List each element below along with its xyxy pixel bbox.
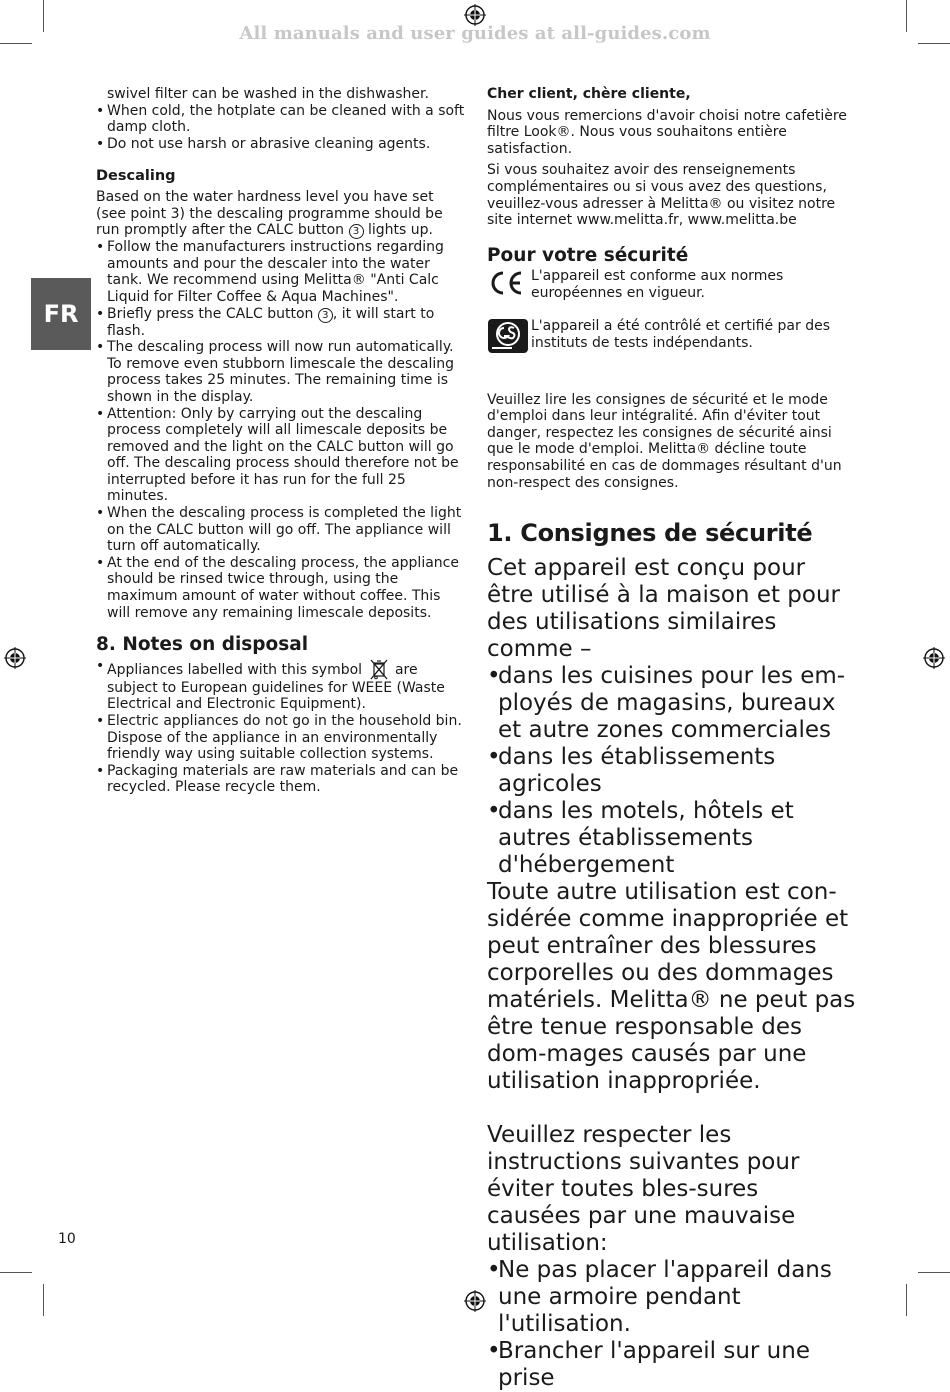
descaling-intro: Based on the water hardness level you have set (see point 3) the descaling programme should be run promptly after the CALC button 3 lights up. xyxy=(96,188,443,239)
read-instructions-paragraph: Veuillez lire les consignes de sécurité et le mode d'emploi dans leur intégralité. Afin d'éviter tout danger, respectez les consignes de sécurité ainsi que le mode d'emploi. Melitta® décline toute responsabilité en cas de dommages résultant d'un non-respect des consignes. xyxy=(487,391,842,491)
list-item: • dans les cuisines pour les em-ployés de magasins, bureaux et autre zones commerciales xyxy=(487,663,857,744)
crossed-bin-icon xyxy=(369,658,389,680)
list-item: • At the end of the descaling process, the appliance should be rinsed twice through, using the maximum amount of water without coffee. This will remove any remaining limescale deposits. xyxy=(96,555,466,621)
crop-mark xyxy=(43,1284,44,1316)
safety-heading: Pour votre sécurité xyxy=(487,244,689,266)
crop-mark xyxy=(0,1272,32,1273)
language-tab: FR xyxy=(31,278,91,350)
large-text-block xyxy=(487,555,857,1392)
list-item: • Electric appliances do not go in the household bin. Dispose of the appliance in an environmentally friendly way using suitable collection systems. xyxy=(96,713,466,763)
list-item: • dans les motels, hôtels et autres établissements d'hébergement xyxy=(487,798,857,879)
gs-mark-icon xyxy=(487,318,529,354)
gs-notice xyxy=(487,318,857,359)
list-item: • Brancher l'appareil sur une prise xyxy=(487,1338,857,1392)
list-item: • Briefly press the CALC button 3 , it will start to flash. xyxy=(96,306,466,340)
gs-text: L'appareil a été contrôlé et certifié par des instituts de tests indépendants. xyxy=(531,317,831,351)
list-item: • Follow the manufacturers instructions regarding amounts and pour the descaler into the water tank. We recommend using Melitta® "Anti Calc Liquid for Filter Coffee & Aqua Machines". xyxy=(96,239,466,305)
section-1-heading: 1. Consignes de sécurité xyxy=(487,519,813,548)
ce-notice xyxy=(487,268,857,303)
circled-number: 3 xyxy=(318,308,333,323)
list-item: • Attention: Only by carrying out the descaling process completely will all limescale deposits be removed and the light on the CALC button will go off. The descaling process should therefore not be interrupted before it has run for the full 25 minutes. xyxy=(96,406,466,506)
registration-mark-icon xyxy=(464,1290,486,1312)
thanks-paragraph: Nous vous remercions d'avoir choisi notre cafetière filtre Look®. Nous vous souhaitons entière satisfaction. xyxy=(487,107,847,157)
list-item: • When cold, the hotplate can be cleaned with a soft damp cloth. xyxy=(96,103,466,136)
left-column xyxy=(96,86,466,796)
list-item: • Do not use harsh or abrasive cleaning agents. xyxy=(96,136,466,153)
page-number: 10 xyxy=(58,1231,76,1247)
ce-text: L'appareil est conforme aux normes européennes en vigueur. xyxy=(531,268,784,301)
intended-use-paragraph: Cet appareil est conçu pour être utilisé à la maison et pour des utilisations similaires comme – xyxy=(487,554,841,662)
list-item: • dans les établissements agricoles xyxy=(487,744,857,798)
circled-number: 3 xyxy=(349,224,364,239)
registration-mark-icon xyxy=(923,647,945,669)
ce-mark-icon xyxy=(487,268,527,298)
descaling-heading: Descaling xyxy=(96,168,176,185)
list-item: • Packaging materials are raw materials and can be recycled. Please recycle them. xyxy=(96,763,466,796)
cleaning-continuation: swivel filter can be washed in the dishwasher. xyxy=(107,86,429,102)
contact-paragraph: Si vous souhaitez avoir des renseignements complémentaires ou si vous avez des questions, veuillez-vous adresser à Melitta® ou visitez notre site internet www.melitta.fr, www.melitta.be xyxy=(487,162,836,229)
list-item: • The descaling process will now run automatically. To remove even stubborn limescale the descaling process takes 25 minutes. The remaining time is shown in the display. xyxy=(96,339,466,405)
list-item: • Ne pas placer l'appareil dans une armoire pendant l'utilisation. xyxy=(487,1257,857,1338)
list-item: • When the descaling process is completed the light on the CALC button will go off. The appliance will turn off automatically. xyxy=(96,505,466,555)
crop-mark xyxy=(918,1272,950,1273)
greeting: Cher client, chère cliente, xyxy=(487,86,691,102)
instructions-paragraph: Veuillez respecter les instructions suivantes pour éviter toutes bles-sures causées par une mauvaise utilisation: xyxy=(487,1121,800,1256)
registration-mark-icon xyxy=(4,647,26,669)
list-item: • Appliances labelled with this symbol are subject to European guidelines for WEEE (Waste Electrical and Electronic Equipment). xyxy=(96,658,466,713)
misuse-paragraph: Toute autre utilisation est con-sidérée comme inappropriée et peut entraîner des blessures corporelles ou des dommages matériels. Melitta® ne peut pas être tenue responsable des dom-mages causés par une utilisation inappropriée. xyxy=(487,878,856,1094)
right-column xyxy=(487,86,857,1392)
crop-mark xyxy=(906,1284,907,1316)
watermark: All manuals and user guides at all-guides.com xyxy=(239,23,711,44)
disposal-heading: 8. Notes on disposal xyxy=(96,634,309,656)
